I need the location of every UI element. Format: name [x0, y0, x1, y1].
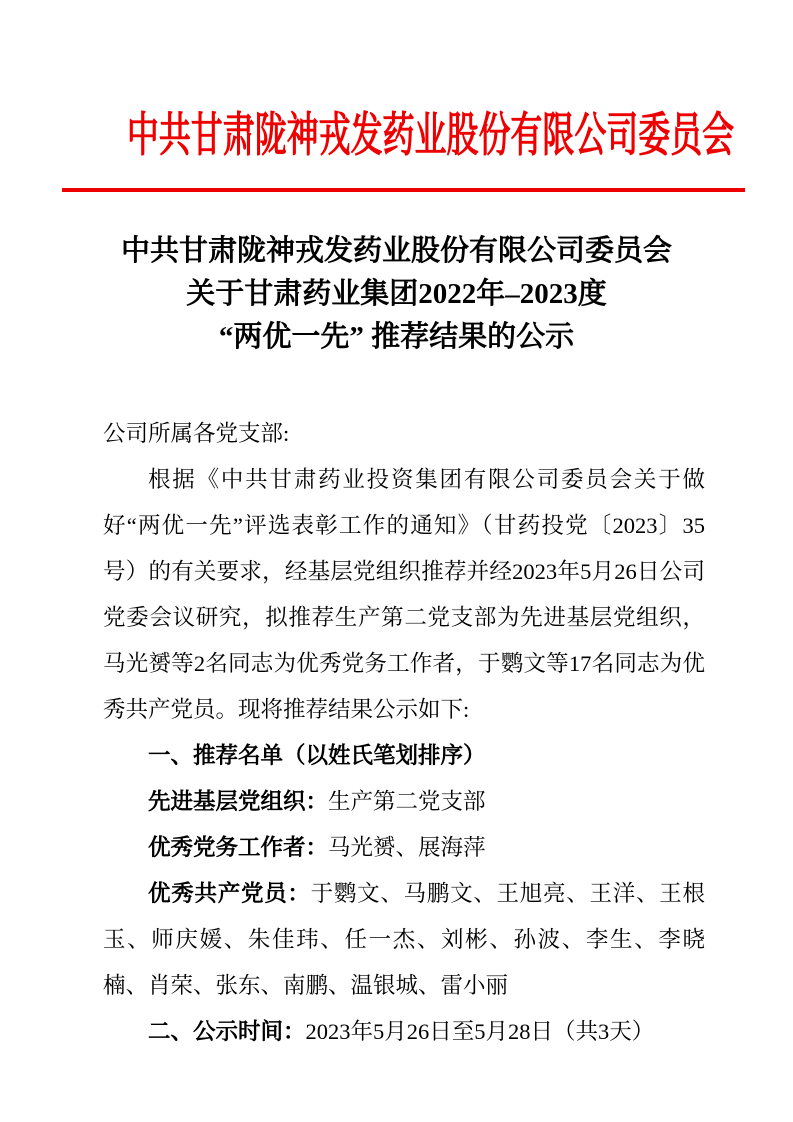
item-label-outstanding-party-members: 优秀共产党员：: [148, 881, 311, 906]
title-line-2: 关于甘肃药业集团2022年–2023度: [186, 278, 607, 310]
item-advanced-grassroots-org: [103, 779, 705, 825]
section-publicity-period: [103, 1009, 705, 1055]
title-line-3: “两优一先” 推荐结果的公示: [218, 321, 575, 353]
item-label-advanced-grassroots-org: 先进基层党组织：: [148, 789, 329, 814]
item-outstanding-party-workers: [103, 825, 705, 871]
letterhead-rule: [62, 188, 745, 192]
item-value-outstanding-party-workers: 马光赟、展海萍: [328, 835, 486, 860]
document-body: [103, 411, 705, 1055]
item-outstanding-party-members: [103, 871, 705, 1009]
document-title: [0, 230, 793, 359]
publicity-period-value: 2023年5月26日至5月28日（共3天）: [305, 1019, 655, 1044]
section-heading-recommend-list: 一、推荐名单（以姓氏笔划排序）: [148, 743, 486, 768]
item-label-outstanding-party-workers: 优秀党务工作者：: [148, 835, 329, 860]
item-value-outstanding-party-members: 于鹦文、马鹏文、王旭亮、王洋、王根玉、师庆媛、朱佳玮、任一杰、刘彬、孙波、李生、李晓楠、肖荣、张东、南鹏、温银城、雷小丽: [103, 881, 705, 998]
item-value-advanced-grassroots-org: 生产第二党支部: [328, 789, 486, 814]
letterhead-organization: 中共甘肃陇神戎发药业股份有限公司委员会: [126, 110, 735, 162]
title-line-1: 中共甘肃陇神戎发药业股份有限公司委员会: [120, 235, 672, 267]
publicity-period-label: 二、公示时间：: [148, 1019, 306, 1044]
salutation: 公司所属各党支部:: [103, 421, 290, 446]
paragraph-intro: 根据《中共甘肃药业投资集团有限公司委员会关于做好“两优一先”评选表彰工作的通知》（甘药投党〔2023〕35号）的有关要求，经基层党组织推荐并经2023年5月26日公司党委会议研究，拟推荐生产第二党支部为先进基层党组织，马光赟等2名同志为优秀党务工作者，于鹦文等17名同志为优秀共产党员。现将推荐结果公示如下:: [103, 467, 705, 722]
